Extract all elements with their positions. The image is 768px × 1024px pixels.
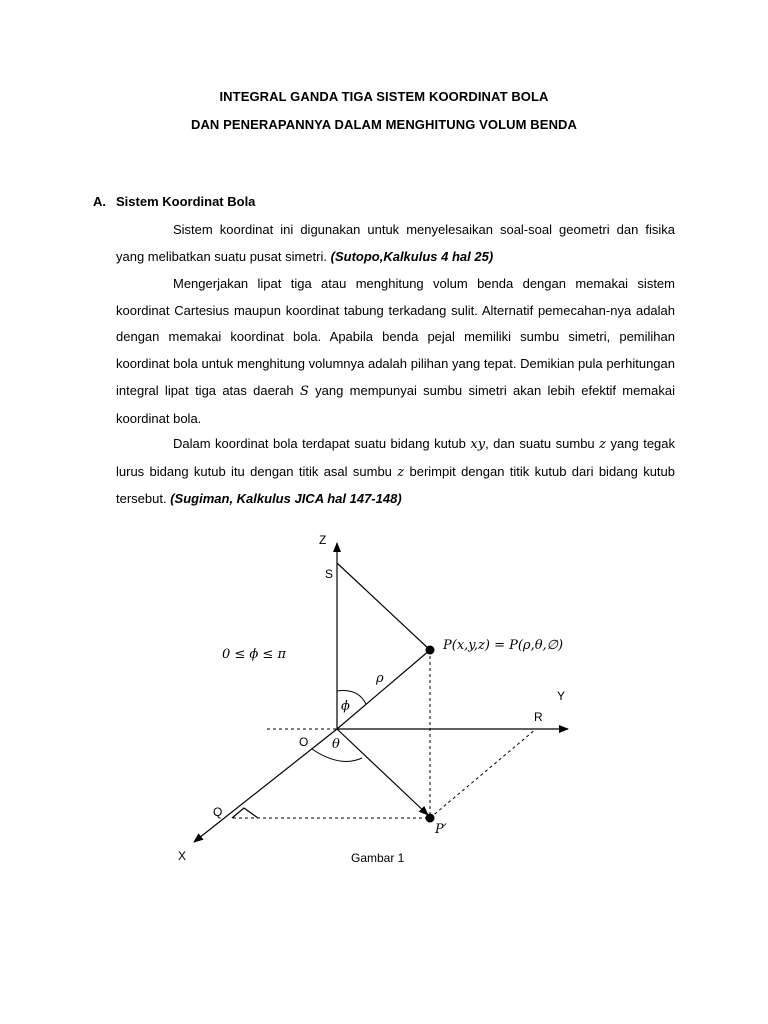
label-Y: Y	[557, 689, 566, 703]
label-R: R	[534, 710, 543, 724]
rho-segment	[337, 650, 430, 729]
label-S: S	[325, 567, 334, 581]
point-P-prime	[426, 814, 435, 823]
paragraph-3-text-c: yang tegak lurus bidang kutub itu dengan titik asal sumbu	[116, 436, 676, 479]
x-axis	[194, 729, 337, 842]
phi-range-label: 0 ≤ ϕ ≤ π	[222, 647, 286, 662]
math-symbol-S: S	[299, 383, 309, 399]
paragraph-3-text-a: Dalam koordinat bola terdapat suatu bidang kutub	[173, 436, 466, 451]
citation-sutopo: (Sutopo,Kalkulus 4 hal 25)	[330, 248, 494, 264]
paragraph-2-text-after: yang mempunyai sumbu simetri akan lebih efektif memakai koordinat bola.	[116, 382, 675, 426]
document-title-line-1: INTEGRAL GANDA TIGA SISTEM KOORDINAT BOLA	[219, 89, 549, 104]
label-point-P-prime: P′	[435, 822, 447, 837]
label-X: X	[178, 849, 187, 863]
label-Q: Q	[213, 805, 223, 819]
math-symbol-z-2: z	[397, 464, 405, 480]
paragraph-3-text-b: , dan suatu sumbu	[485, 436, 595, 451]
citation-sugiman: (Sugiman, Kalkulus JICA hal 147-148)	[170, 491, 402, 507]
OP-prime-line	[337, 729, 428, 815]
label-point-P-coordinates: P(x,y,z) = P(ρ,θ,∅)	[443, 638, 564, 653]
label-theta: θ	[332, 737, 340, 752]
label-rho: ρ	[376, 671, 384, 686]
paragraph-1-text: Sistem koordinat ini digunakan untuk menyelesaikan soal-soal geometri dan fisika yang melibatkan suatu pusat simetri.	[116, 222, 675, 264]
section-number: A.	[93, 194, 106, 209]
P-prime-to-R-dashed	[430, 729, 536, 818]
label-O: O	[299, 735, 309, 749]
math-symbol-z-1: z	[599, 437, 607, 452]
section-title: Sistem Koordinat Bola	[116, 194, 256, 209]
paragraph-3-text-d: berimpit dengan titik kutub dari bidang kutub tersebut.	[116, 463, 676, 507]
figure-caption: Gambar 1	[351, 851, 405, 865]
point-P	[426, 646, 435, 655]
label-phi: ϕ	[341, 699, 350, 714]
document-title-line-2: DAN PENERAPANNYA DALAM MENGHITUNG VOLUM BENDA	[190, 117, 578, 132]
paragraph-2-text-before: Mengerjakan lipat tiga atau menghitung volum benda dengan memakai sistem koordinat Cartesius maupun koordinat tabung terkadang sulit. Alternatif pemecahan-nya adalah dengan memakai koordinat bola. Apabila benda pejal memiliki sumbu simetri, pemilihan koordinat bola untuk menghitung volumnya adalah pilihan yang tepat. Demikian pula perhitungan integral lipat tiga atas daerah	[116, 276, 675, 398]
math-symbol-xy: xy	[470, 437, 486, 452]
label-Z: Z	[319, 533, 327, 547]
line-S-to-P	[337, 563, 430, 650]
